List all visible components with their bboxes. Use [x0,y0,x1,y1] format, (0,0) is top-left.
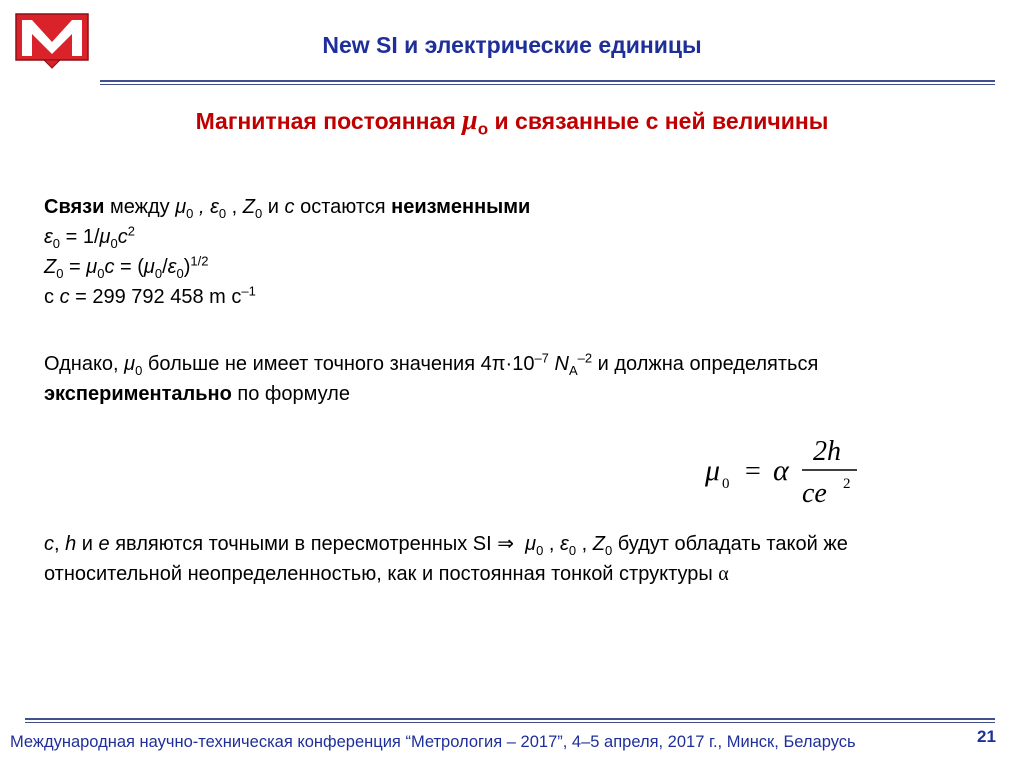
speed-of-light-line: с c = 299 792 458 m $c^{-1}$ [44,283,256,308]
svg-text:0: 0 [722,476,730,492]
svg-text:α: α [773,454,789,487]
experimental-paragraph: Однако, $\mu_0$ больше не имеет точного значения $4\pi\cdot 10^{-7}$ $N_A^{-2}$ и должна определяться экспериментально по формуле [44,350,819,405]
implies-arrow-icon: ⇒ [497,533,515,555]
footer-text: Международная научно-техническая конференция “Метрология – 2017”, 4–5 апреля, 2017 г., Минск, Беларусь [10,733,856,751]
slide-subtitle: Магнитная постоянная $\mu_o$ и связанные с ней величины [195,105,829,139]
footer-divider [25,718,995,723]
header-divider [100,80,995,85]
svg-text:μ: μ [705,454,721,487]
impedance-equation: $Z_0 = \mu_0c = (\mu_0/\varepsilon_0)^{1/2}$ [44,253,209,281]
page-number: 21 [977,727,996,746]
relations-line: Связи между $\mu_0$ , $\varepsilon_0$ , $Z_0$ и c остаются неизменными [44,196,531,221]
svg-text:2h: 2h [813,436,841,467]
mu0-formula [705,430,865,510]
svg-text:ce: ce [802,478,827,509]
svg-text:2: 2 [843,476,851,492]
page-title: New SI и электрические единицы [322,32,702,58]
exact-constants-paragraph: c, h и e являются точными в пересмотренных SI ⇒ $\mu_0$ , $\varepsilon_0$ , $Z_0$ будут обладать такой же относительной неопределенностью, как и постоянная тонкой структуры α [44,533,848,585]
slide-content [44,192,944,589]
epsilon-equation: $\varepsilon_0 = 1/\mu_0c^2$ [44,223,135,251]
svg-text:=: = [745,456,761,487]
